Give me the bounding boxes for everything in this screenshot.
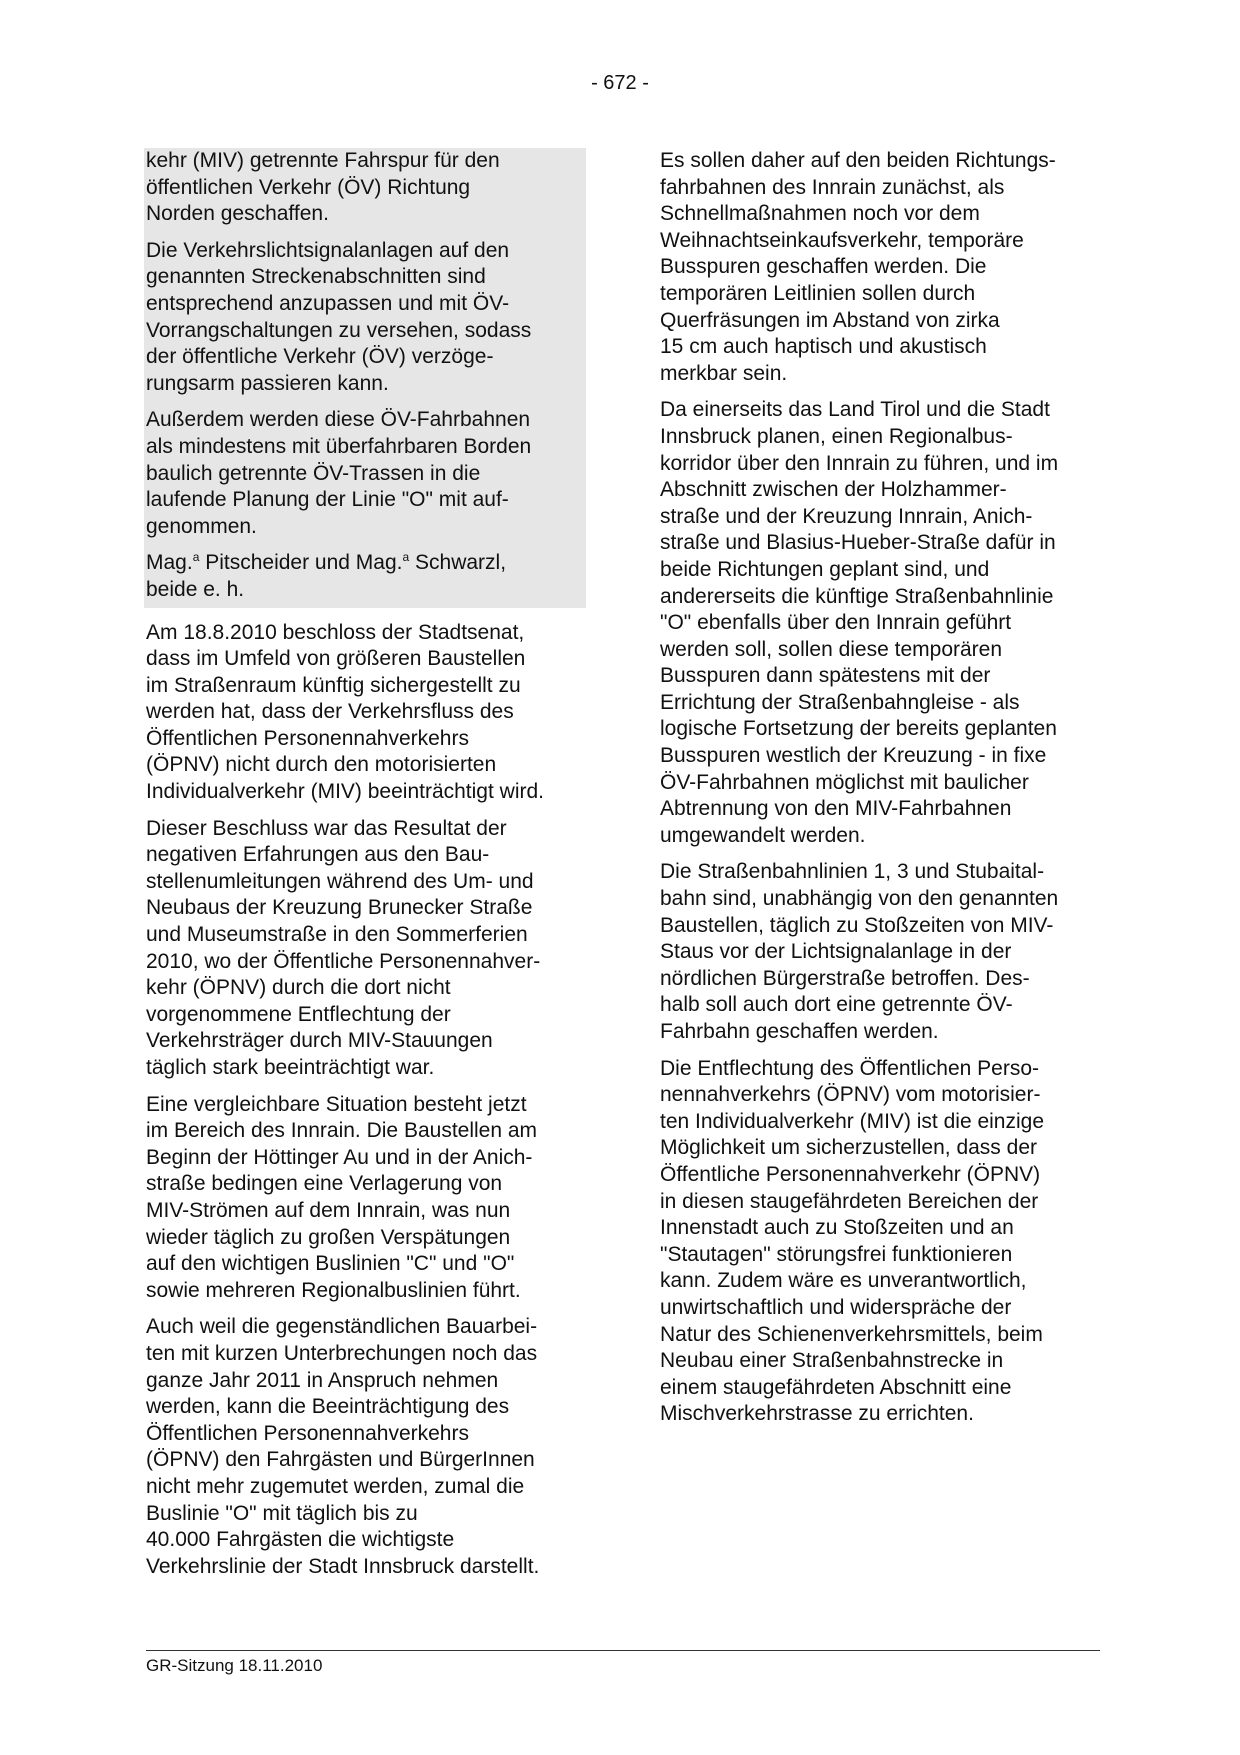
signature-superscript: a <box>402 550 410 565</box>
paragraph: Dieser Beschluss war das Resultat der negativen Erfahrungen aus den Bau- stellenumleitungen während des Um- und Neubaus der Kreuzung Brunecker Straße und Museumstraße in den Sommerferien 2010, wo der Öffentliche Personennahver- kehr (ÖPNV) durch die dort nicht vorgenommene Entflechtung der Verkehrsträger durch MIV-Stauungen täglich stark beeinträchtigt war. <box>146 816 541 1079</box>
right-column <box>660 148 1100 1438</box>
signature <box>146 550 584 603</box>
paragraph: Die Straßenbahnlinien 1, 3 und Stubaital- bahn sind, unabhängig von den genannten Baustellen, täglich zu Stoßzeiten von MIV- Staus vor der Lichtsignalanlage in der nördlichen Bürgerstraße betroffen. Des- halb soll auch dort eine getrennte ÖV- Fahrbahn geschaffen werden. <box>660 860 1059 1043</box>
footer-text: GR-Sitzung 18.11.2010 <box>146 1656 323 1675</box>
paragraph: Die Verkehrslichtsignalanlagen auf den genannten Streckenabschnitten sind entsprechend anzupassen und mit ÖV- Vorrangschaltungen zu versehen, sodass der öffentliche Verkehr (ÖV) verzöge- rungsarm passieren kann. <box>146 238 532 395</box>
paragraph: Da einerseits das Land Tirol und die Stadt Innsbruck planen, einen Regionalbus- korridor über den Innrain zu führen, und im Abschnitt zwischen der Holzhammer- straße und der Kreuzung Innrain, Anich- straße und Blasius-Hueber-Straße dafür in beide Richtungen geplant sind, und andererseits die künftige Straßenbahnlinie "O" ebenfalls über den Innrain geführt werden soll, sollen diese temporären Busspuren dann spätestens mit der Errichtung der Straßenbahngleise - als logische Fortsetzung der bereits geplanten Busspuren westlich der Kreuzung - in fixe ÖV-Fahrbahnen möglichst mit baulicher Abtrennung von den MIV-Fahrbahnen umgewandelt werden. <box>660 398 1059 847</box>
paragraph: Außerdem werden diese ÖV-Fahrbahnen als mindestens mit überfahrbaren Borden baulich getrennte ÖV-Trassen in die laufende Planung der Linie "O" mit auf- genommen. <box>146 408 532 538</box>
signature-name: Schwarzl, <box>409 551 507 575</box>
paragraph: Es sollen daher auf den beiden Richtungs- fahrbahnen des Innrain zunächst, als Schnellmaßnahmen noch vor dem Weihnachtseinkaufsverkehr, temporäre Busspuren geschaffen werden. Die temporären Leitlinien sollen durch Querfräsungen im Abstand von zirka 15 cm auch haptisch und akustisch merkbar sein. <box>660 149 1056 385</box>
signature-mag: Mag. <box>146 551 193 575</box>
left-column <box>146 148 586 1590</box>
paragraph: Die Entflechtung des Öffentlichen Perso- nennahverkehrs (ÖPNV) vom motorisier- ten Individualverkehr (MIV) ist die einzige Möglichkeit um sicherzustellen, dass der Öffentliche Personennahverkehr (ÖPNV) in diesen staugefährdeten Bereichen der Innenstadt auch zu Stoßzeiten und an "Stautagen" störungsfrei funktionieren kann. Zudem wäre es unverantwortlich, unwirtschaftlich und widerspräche der Natur des Schienenverkehrsmittels, beim Neubau einer Straßenbahnstrecke in einem staugefährdeten Abschnitt eine Mischverkehrstrasse zu errichten. <box>660 1056 1045 1426</box>
paragraph: kehr (MIV) getrennte Fahrspur für den öffentlichen Verkehr (ÖV) Richtung Norden geschaffen. <box>146 149 500 226</box>
signature-note: beide e. h. <box>146 577 245 601</box>
signature-name: Pitscheider und Mag. <box>199 551 403 575</box>
page-number: - 672 - <box>591 72 649 94</box>
paragraph: Am 18.8.2010 beschloss der Stadtsenat, dass im Umfeld von größeren Baustellen im Straßenraum künftig sichergestellt zu werden hat, dass der Verkehrsfluss des Öffentlichen Personennahverkehrs (ÖPNV) nicht durch den motorisierten Individualverkehr (MIV) beeinträchtigt wird. <box>146 620 544 804</box>
shaded-motion-block <box>144 148 586 608</box>
paragraph: Eine vergleichbare Situation besteht jetzt im Bereich des Innrain. Die Baustellen am Beginn der Höttinger Au und in der Anich- straße bedingen eine Verlagerung von MIV-Strömen auf dem Innrain, was nun wieder täglich zu großen Verspätungen auf den wichtigen Buslinien "C" und "O" sowie mehreren Regionalbuslinien führt. <box>146 1092 538 1302</box>
footer-divider <box>146 1650 1100 1651</box>
signature-superscript: a <box>192 550 200 565</box>
paragraph: Auch weil die gegenständlichen Bauarbei- ten mit kurzen Unterbrechungen noch das ganze Jahr 2011 in Anspruch nehmen werden, kann die Beeinträchtigung des Öffentlichen Personennahverkehrs (ÖPNV) den Fahrgästen und BürgerInnen nicht mehr zugemutet werden, zumal die Buslinie "O" mit täglich bis zu 40.000 Fahrgästen die wichtigste Verkehrslinie der Stadt Innsbruck darstellt. <box>146 1315 540 1578</box>
